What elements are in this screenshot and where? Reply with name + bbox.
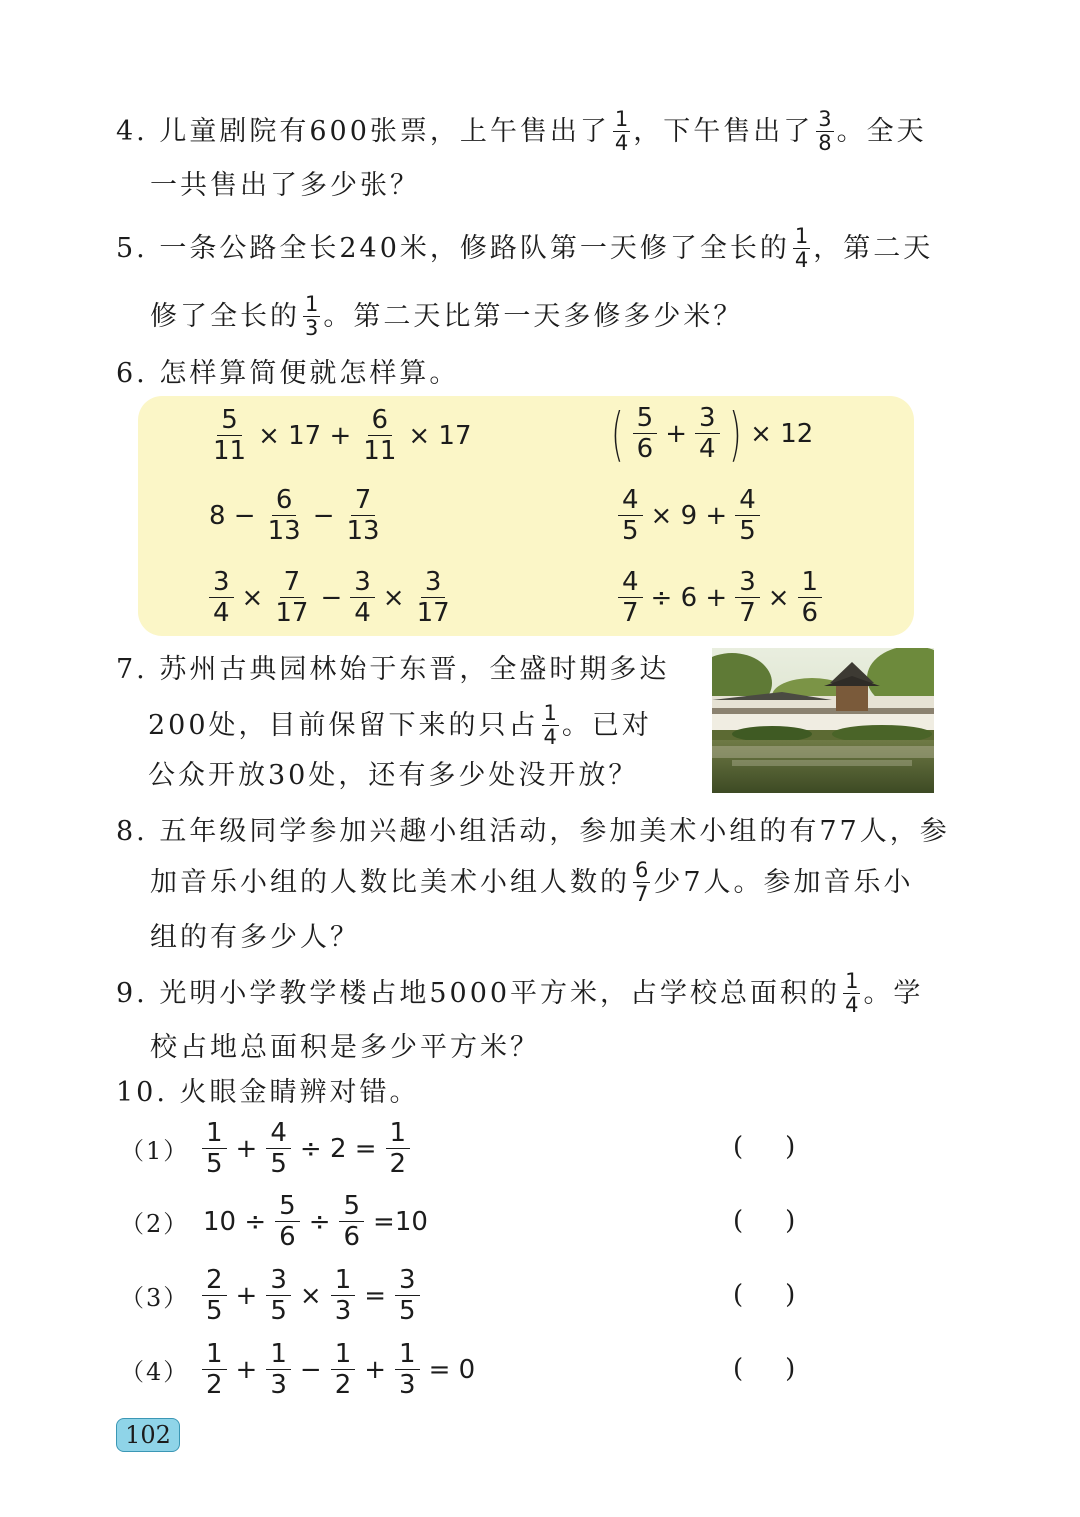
numerator: 5 (633, 403, 658, 434)
denominator: 11 (363, 436, 397, 466)
problem-5-text-c: 修了全长的 (150, 301, 300, 332)
denominator: 17 (275, 598, 309, 628)
operator: × (382, 582, 405, 613)
numerator: 6 (635, 858, 649, 882)
denominator: 6 (343, 1222, 361, 1252)
denominator: 2 (389, 1149, 407, 1179)
fraction-1-4 (613, 108, 630, 155)
operator: + (665, 418, 687, 449)
operator-text: =10 (373, 1206, 428, 1237)
numerator: 5 (339, 1191, 364, 1222)
denominator: 7 (622, 598, 639, 628)
numerator: 1 (202, 1118, 227, 1149)
fraction (202, 1118, 227, 1179)
operator-text: ÷ 2 = (299, 1133, 377, 1164)
operator-text: 10 ÷ (203, 1206, 267, 1237)
judge-item-4 (120, 1339, 480, 1400)
operator-text: × 9 + (650, 500, 728, 531)
denominator: 13 (267, 516, 301, 546)
problem-8-line-3: 组的有多少人？ (150, 922, 360, 953)
answer-blank-3[interactable]: () (733, 1280, 838, 1310)
fraction (695, 403, 720, 464)
operator: + (364, 1354, 387, 1385)
numerator: 3 (209, 567, 234, 598)
numerator: 1 (395, 1339, 420, 1370)
denominator: 5 (270, 1149, 287, 1179)
numerator: 3 (735, 567, 760, 598)
problem-7-line-1: 7. 苏州古典园林始于东晋，全盛时期多达 (116, 654, 670, 685)
fraction (331, 1339, 356, 1400)
expression-1 (205, 405, 476, 466)
problem-5-text-a: 5. 一条公路全长240米，修路队第一天修了全长的 (116, 233, 790, 264)
numerator: 5 (217, 405, 242, 436)
problem-5-line-2 (150, 293, 743, 340)
denominator: 17 (416, 598, 450, 628)
fraction (202, 1265, 227, 1326)
problem-9-line-1 (116, 970, 923, 1017)
numerator: 3 (421, 567, 446, 598)
denominator: 7 (635, 882, 649, 906)
answer-blank-4[interactable]: () (733, 1354, 838, 1384)
numerator: 1 (331, 1339, 356, 1370)
operator-text: = 0 (428, 1354, 476, 1385)
numerator: 1 (798, 567, 823, 598)
operator: × (241, 582, 264, 613)
denominator: 5 (206, 1149, 223, 1179)
problem-7-line-3: 公众开放30处，还有多少处没开放？ (148, 760, 639, 791)
numerator: 5 (275, 1191, 300, 1222)
operator-text: ÷ 6 + (650, 582, 728, 613)
judge-item-3 (120, 1265, 424, 1326)
denominator: 13 (346, 516, 380, 546)
fraction-3-8 (816, 108, 833, 155)
numerator: 1 (305, 292, 319, 316)
denominator: 4 (614, 131, 629, 155)
expression-6 (614, 567, 826, 628)
numerator: 3 (818, 107, 832, 131)
operator: + (235, 1133, 258, 1164)
fraction (264, 485, 305, 546)
denominator: 6 (801, 598, 819, 628)
denominator: 4 (845, 993, 859, 1017)
numerator: 1 (202, 1339, 227, 1370)
numerator: 4 (266, 1118, 291, 1149)
fraction (413, 567, 454, 628)
fraction (350, 567, 375, 628)
numerator: 6 (368, 405, 393, 436)
fraction (359, 405, 400, 466)
expression-5 (205, 567, 458, 628)
numerator: 1 (543, 701, 557, 725)
denominator: 2 (334, 1370, 352, 1400)
operator: − (299, 1354, 322, 1385)
fraction (395, 1339, 420, 1400)
fraction (342, 485, 383, 546)
fraction-1-4 (793, 225, 810, 272)
garden-pavilion-icon (712, 648, 934, 793)
fraction (331, 1265, 356, 1326)
denominator: 3 (270, 1370, 287, 1400)
numerator: 4 (618, 485, 643, 516)
denominator: 5 (270, 1296, 287, 1326)
numerator: 4 (735, 485, 760, 516)
numerator: 7 (280, 567, 305, 598)
denominator: 5 (206, 1296, 223, 1326)
problem-8-line-2 (150, 859, 914, 906)
expression-4 (614, 485, 764, 546)
problem-7-line-2 (148, 702, 652, 749)
fraction (386, 1118, 411, 1179)
denominator: 5 (622, 516, 639, 546)
judge-item-1 (120, 1118, 414, 1179)
operator: = (364, 1280, 387, 1311)
numerator: 1 (794, 224, 809, 248)
numerator: 1 (845, 969, 859, 993)
problem-4-text-a: 4. 儿童剧院有600张票，上午售出了 (116, 116, 610, 147)
denominator: 11 (213, 436, 247, 466)
problem-10-title: 10. 火眼金睛辨对错。 (116, 1077, 420, 1108)
item-label: （3） (120, 1284, 190, 1312)
problem-8-line-1: 8. 五年级同学参加兴趣小组活动，参加美术小组的有77人，参 (116, 816, 950, 847)
denominator: 4 (213, 598, 230, 628)
operator: − (312, 500, 335, 531)
denominator: 4 (794, 248, 809, 272)
fraction (209, 405, 250, 466)
denominator: 3 (399, 1370, 416, 1400)
numerator: 1 (614, 107, 629, 131)
denominator: 3 (305, 316, 319, 340)
judge-item-2 (120, 1191, 433, 1252)
numerator: 3 (266, 1265, 291, 1296)
problem-4-text-c: 。全天 (836, 116, 927, 147)
fraction (209, 567, 234, 628)
fraction (633, 403, 658, 464)
denominator: 8 (818, 131, 832, 155)
problem-4-text-b: ，下午售出了 (633, 116, 814, 147)
problem-9-text-a: 9. 光明小学教学楼占地5000平方米，占学校总面积的 (116, 978, 841, 1009)
problem-7-text-a: 200处，目前保留下来的只占 (148, 710, 539, 741)
operator: × (767, 582, 790, 613)
fraction (618, 567, 643, 628)
problem-9-line-2: 校占地总面积是多少平方米？ (150, 1032, 540, 1063)
page-number: 102 (116, 1418, 180, 1452)
operator: ÷ (308, 1206, 331, 1237)
operator: + (235, 1354, 258, 1385)
item-label: （1） (120, 1137, 190, 1165)
numerator: 3 (695, 403, 720, 434)
problem-6-title: 6. 怎样算简便就怎样算。 (116, 358, 460, 389)
numerator: 4 (618, 567, 643, 598)
fraction (798, 567, 823, 628)
fraction-1-3 (303, 293, 320, 340)
fraction (735, 567, 760, 628)
numerator: 1 (266, 1339, 291, 1370)
expression-3 (205, 485, 388, 546)
denominator: 6 (279, 1222, 296, 1252)
fraction (275, 1191, 300, 1252)
fraction (735, 485, 760, 546)
problem-7-text-b: 。已对 (561, 710, 652, 741)
fraction (266, 1339, 291, 1400)
numerator: 2 (202, 1265, 227, 1296)
operator: − (320, 582, 343, 613)
operator: × (299, 1280, 322, 1311)
numerator: 3 (395, 1265, 420, 1296)
fraction-6-7 (633, 859, 650, 906)
fraction (202, 1339, 227, 1400)
fraction (618, 485, 643, 546)
operator: + (235, 1280, 258, 1311)
fraction (395, 1265, 420, 1326)
denominator: 3 (334, 1296, 352, 1326)
fraction-1-4 (542, 702, 559, 749)
numerator: 6 (272, 485, 297, 516)
right-paren: ) (728, 399, 742, 468)
denominator: 2 (206, 1370, 223, 1400)
numerator: 7 (351, 485, 376, 516)
fraction (266, 1118, 291, 1179)
denominator: 4 (698, 434, 716, 464)
denominator: 6 (636, 434, 654, 464)
operator-text: × 12 (750, 418, 814, 449)
denominator: 7 (739, 598, 756, 628)
item-label: （4） (120, 1358, 190, 1386)
numerator: 3 (350, 567, 375, 598)
denominator: 4 (543, 725, 557, 749)
expression-2 (606, 399, 817, 468)
operator-text: × 17 (408, 420, 472, 451)
problem-5-line-1 (116, 225, 933, 272)
denominator: 4 (354, 598, 371, 628)
answer-blank-2[interactable]: () (733, 1206, 838, 1236)
numerator: 1 (386, 1118, 411, 1149)
problem-4-line-2: 一共售出了多少张？ (150, 170, 420, 201)
fraction-1-4 (843, 970, 860, 1017)
garden-pavilion-photo (712, 648, 934, 793)
numerator: 1 (331, 1265, 356, 1296)
operator-text: × 17 + (258, 420, 352, 451)
answer-blank-1[interactable]: () (733, 1132, 838, 1162)
fraction (271, 567, 312, 628)
left-paren: ( (611, 399, 624, 468)
denominator: 5 (739, 516, 756, 546)
problem-4-line-1 (116, 108, 927, 155)
problem-9-text-b: 。学 (863, 978, 924, 1009)
operator-text: 8 − (209, 500, 256, 531)
fraction (339, 1191, 364, 1252)
fraction (266, 1265, 291, 1326)
problem-8-text-b: 少7人。参加音乐小 (653, 867, 914, 898)
denominator: 5 (399, 1296, 416, 1326)
problem-5-text-b: ，第二天 (813, 233, 934, 264)
problem-8-text-a: 加音乐小组的人数比美术小组人数的 (150, 867, 630, 898)
problem-5-text-d: 。第二天比第一天多修多少米？ (323, 301, 744, 332)
item-label: （2） (120, 1210, 190, 1238)
